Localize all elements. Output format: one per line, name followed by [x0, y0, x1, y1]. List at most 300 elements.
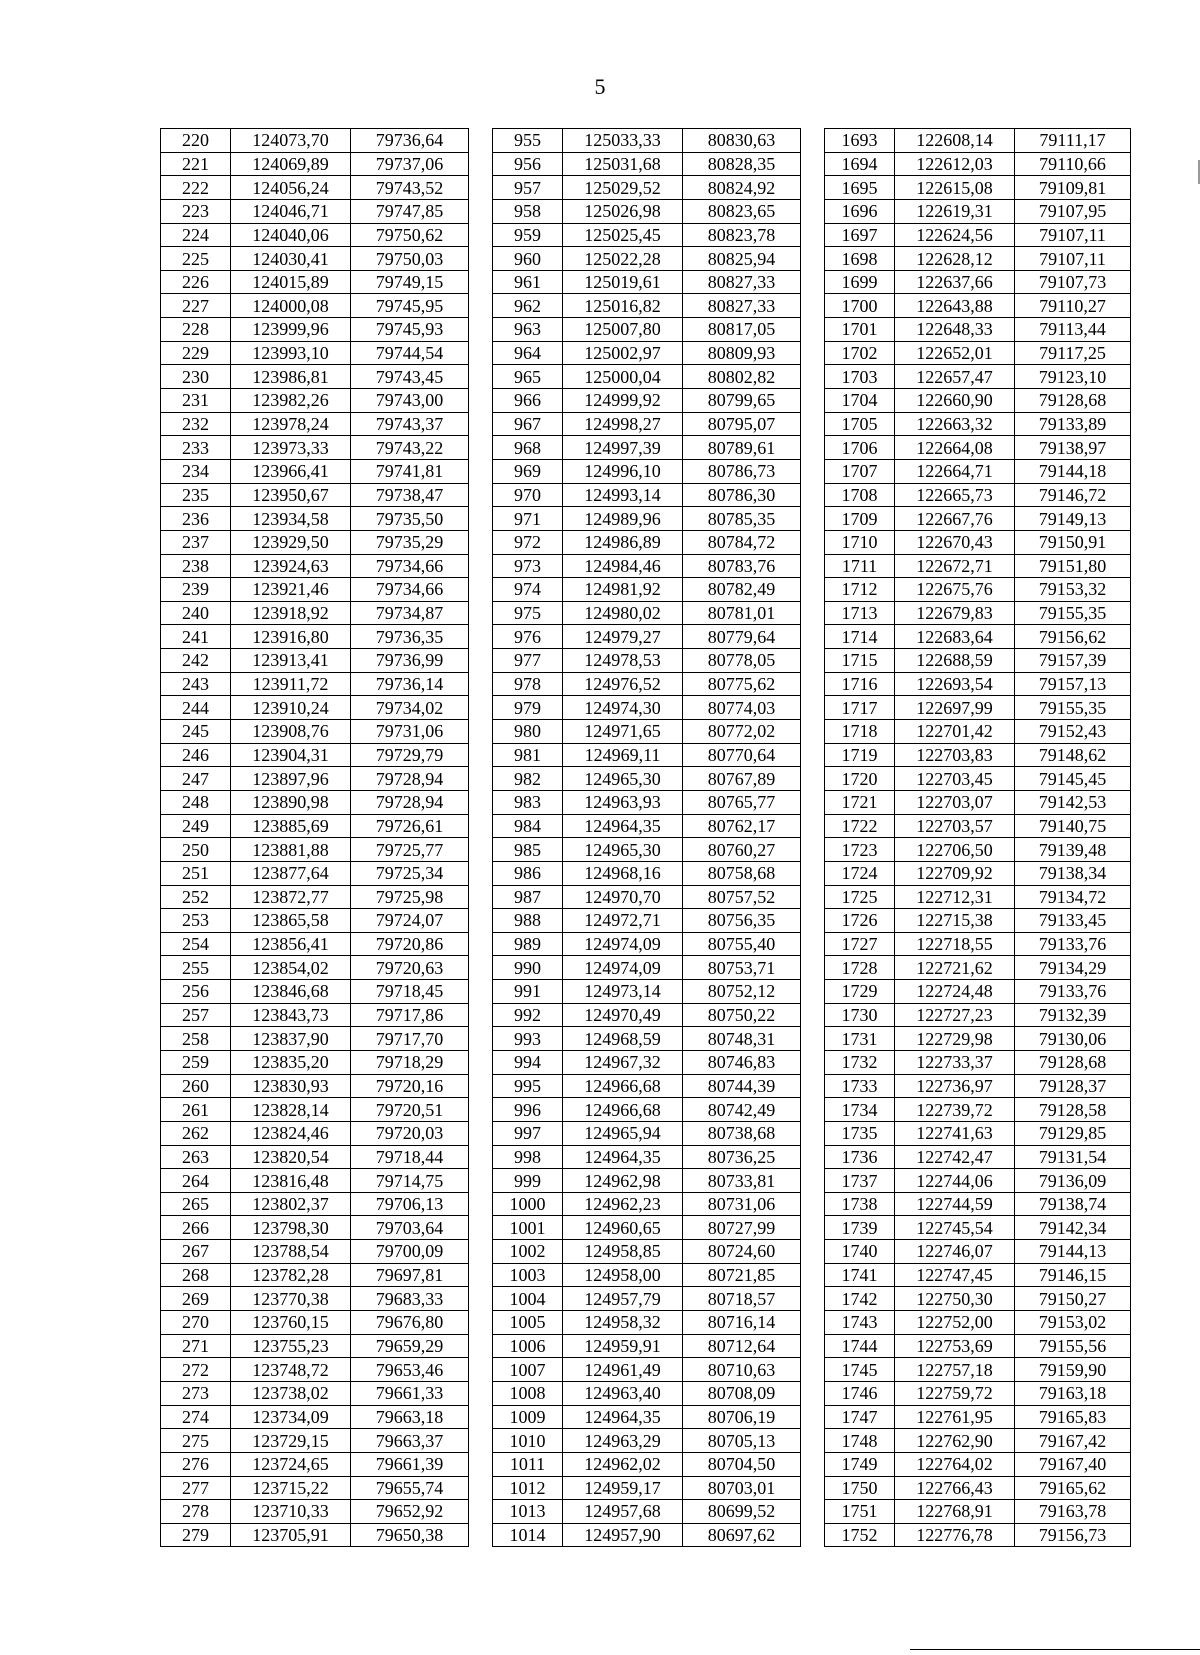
y-coordinate-cell: 79738,47 [351, 483, 469, 507]
y-coordinate-cell: 80742,49 [683, 1098, 801, 1122]
point-number-cell: 1725 [825, 885, 895, 909]
x-coordinate-cell: 124962,98 [563, 1169, 683, 1193]
point-number-cell: 1005 [493, 1311, 563, 1335]
table-row [161, 1003, 1131, 1027]
point-number-cell: 248 [161, 790, 231, 814]
point-number-cell: 273 [161, 1381, 231, 1405]
table-row [161, 980, 1131, 1004]
bottom-rule [910, 1649, 1200, 1650]
group-separator [801, 1523, 825, 1547]
point-number-cell: 268 [161, 1263, 231, 1287]
group-separator [469, 1027, 493, 1051]
point-number-cell: 1716 [825, 672, 895, 696]
point-number-cell: 1701 [825, 318, 895, 342]
y-coordinate-cell: 80786,30 [683, 483, 801, 507]
y-coordinate-cell: 79111,17 [1015, 129, 1131, 153]
point-number-cell: 254 [161, 932, 231, 956]
y-coordinate-cell: 80784,72 [683, 530, 801, 554]
x-coordinate-cell: 124961,49 [563, 1358, 683, 1382]
group-separator [469, 625, 493, 649]
x-coordinate-cell: 122703,07 [895, 790, 1015, 814]
y-coordinate-cell: 80738,68 [683, 1121, 801, 1145]
y-coordinate-cell: 79153,32 [1015, 578, 1131, 602]
x-coordinate-cell: 124966,68 [563, 1074, 683, 1098]
y-coordinate-cell: 80802,82 [683, 365, 801, 389]
y-coordinate-cell: 79153,02 [1015, 1311, 1131, 1335]
x-coordinate-cell: 124000,08 [231, 294, 351, 318]
y-coordinate-cell: 80712,64 [683, 1334, 801, 1358]
table-row [161, 720, 1131, 744]
group-separator [469, 814, 493, 838]
point-number-cell: 266 [161, 1216, 231, 1240]
point-number-cell: 1009 [493, 1405, 563, 1429]
group-separator [469, 176, 493, 200]
table-row [161, 129, 1131, 153]
y-coordinate-cell: 79134,29 [1015, 956, 1131, 980]
x-coordinate-cell: 122697,99 [895, 696, 1015, 720]
point-number-cell: 1747 [825, 1405, 895, 1429]
point-number-cell: 983 [493, 790, 563, 814]
y-coordinate-cell: 79146,72 [1015, 483, 1131, 507]
y-coordinate-cell: 80710,63 [683, 1358, 801, 1382]
y-coordinate-cell: 79653,46 [351, 1358, 469, 1382]
y-coordinate-cell: 79167,40 [1015, 1452, 1131, 1476]
y-coordinate-cell: 79736,35 [351, 625, 469, 649]
table-row [161, 176, 1131, 200]
group-separator [469, 790, 493, 814]
x-coordinate-cell: 123904,31 [231, 743, 351, 767]
y-coordinate-cell: 79133,89 [1015, 412, 1131, 436]
group-separator [801, 1216, 825, 1240]
y-coordinate-cell: 80824,92 [683, 176, 801, 200]
point-number-cell: 1731 [825, 1027, 895, 1051]
y-coordinate-cell: 80736,25 [683, 1145, 801, 1169]
group-separator [801, 1429, 825, 1453]
y-coordinate-cell: 80799,65 [683, 389, 801, 413]
y-coordinate-cell: 79745,93 [351, 318, 469, 342]
y-coordinate-cell: 80731,06 [683, 1192, 801, 1216]
group-separator [801, 223, 825, 247]
group-separator [801, 1263, 825, 1287]
y-coordinate-cell: 79718,44 [351, 1145, 469, 1169]
y-coordinate-cell: 79142,53 [1015, 790, 1131, 814]
x-coordinate-cell: 123986,81 [231, 365, 351, 389]
x-coordinate-cell: 125033,33 [563, 129, 683, 153]
point-number-cell: 1722 [825, 814, 895, 838]
table-row [161, 1050, 1131, 1074]
x-coordinate-cell: 123724,65 [231, 1452, 351, 1476]
point-number-cell: 228 [161, 318, 231, 342]
table-row [161, 1098, 1131, 1122]
group-separator [801, 909, 825, 933]
y-coordinate-cell: 79131,54 [1015, 1145, 1131, 1169]
x-coordinate-cell: 124963,93 [563, 790, 683, 814]
table-row [161, 341, 1131, 365]
point-number-cell: 972 [493, 530, 563, 554]
table-row [161, 1263, 1131, 1287]
x-coordinate-cell: 123830,93 [231, 1074, 351, 1098]
y-coordinate-cell: 79107,11 [1015, 223, 1131, 247]
x-coordinate-cell: 122672,71 [895, 554, 1015, 578]
y-coordinate-cell: 80767,89 [683, 767, 801, 791]
point-number-cell: 255 [161, 956, 231, 980]
y-coordinate-cell: 79148,62 [1015, 743, 1131, 767]
y-coordinate-cell: 79156,62 [1015, 625, 1131, 649]
point-number-cell: 220 [161, 129, 231, 153]
x-coordinate-cell: 124046,71 [231, 199, 351, 223]
group-separator [801, 1050, 825, 1074]
group-separator [801, 270, 825, 294]
point-number-cell: 966 [493, 389, 563, 413]
point-number-cell: 256 [161, 980, 231, 1004]
point-number-cell: 1013 [493, 1500, 563, 1524]
y-coordinate-cell: 80823,65 [683, 199, 801, 223]
group-separator [469, 909, 493, 933]
group-separator [801, 814, 825, 838]
point-number-cell: 1748 [825, 1429, 895, 1453]
x-coordinate-cell: 122761,95 [895, 1405, 1015, 1429]
y-coordinate-cell: 80775,62 [683, 672, 801, 696]
y-coordinate-cell: 79155,35 [1015, 601, 1131, 625]
y-coordinate-cell: 80817,05 [683, 318, 801, 342]
table-row [161, 152, 1131, 176]
y-coordinate-cell: 79655,74 [351, 1476, 469, 1500]
y-coordinate-cell: 79128,37 [1015, 1074, 1131, 1098]
y-coordinate-cell: 79663,37 [351, 1429, 469, 1453]
x-coordinate-cell: 122741,63 [895, 1121, 1015, 1145]
x-coordinate-cell: 122663,32 [895, 412, 1015, 436]
point-number-cell: 263 [161, 1145, 231, 1169]
point-number-cell: 1717 [825, 696, 895, 720]
x-coordinate-cell: 124974,09 [563, 932, 683, 956]
y-coordinate-cell: 79107,95 [1015, 199, 1131, 223]
point-number-cell: 245 [161, 720, 231, 744]
point-number-cell: 1709 [825, 507, 895, 531]
y-coordinate-cell: 79700,09 [351, 1240, 469, 1264]
y-coordinate-cell: 79650,38 [351, 1523, 469, 1547]
point-number-cell: 262 [161, 1121, 231, 1145]
point-number-cell: 224 [161, 223, 231, 247]
point-number-cell: 1694 [825, 152, 895, 176]
x-coordinate-cell: 122753,69 [895, 1334, 1015, 1358]
group-separator [469, 1287, 493, 1311]
x-coordinate-cell: 124979,27 [563, 625, 683, 649]
y-coordinate-cell: 79159,90 [1015, 1358, 1131, 1382]
x-coordinate-cell: 124974,30 [563, 696, 683, 720]
group-separator [469, 247, 493, 271]
point-number-cell: 984 [493, 814, 563, 838]
y-coordinate-cell: 79157,13 [1015, 672, 1131, 696]
point-number-cell: 275 [161, 1429, 231, 1453]
point-number-cell: 1736 [825, 1145, 895, 1169]
point-number-cell: 1729 [825, 980, 895, 1004]
y-coordinate-cell: 80827,33 [683, 294, 801, 318]
point-number-cell: 231 [161, 389, 231, 413]
group-separator [801, 483, 825, 507]
point-number-cell: 1723 [825, 838, 895, 862]
group-separator [469, 838, 493, 862]
group-separator [801, 720, 825, 744]
x-coordinate-cell: 124967,32 [563, 1050, 683, 1074]
y-coordinate-cell: 80828,35 [683, 152, 801, 176]
group-separator [469, 932, 493, 956]
y-coordinate-cell: 80699,52 [683, 1500, 801, 1524]
group-separator [801, 1287, 825, 1311]
group-separator [469, 1334, 493, 1358]
point-number-cell: 1741 [825, 1263, 895, 1287]
y-coordinate-cell: 79155,56 [1015, 1334, 1131, 1358]
x-coordinate-cell: 124964,35 [563, 1145, 683, 1169]
x-coordinate-cell: 122729,98 [895, 1027, 1015, 1051]
x-coordinate-cell: 124958,00 [563, 1263, 683, 1287]
y-coordinate-cell: 79718,45 [351, 980, 469, 1004]
y-coordinate-cell: 79728,94 [351, 790, 469, 814]
table-row [161, 1027, 1131, 1051]
y-coordinate-cell: 79146,15 [1015, 1263, 1131, 1287]
y-coordinate-cell: 79134,72 [1015, 885, 1131, 909]
y-coordinate-cell: 79736,99 [351, 649, 469, 673]
x-coordinate-cell: 123782,28 [231, 1263, 351, 1287]
y-coordinate-cell: 80789,61 [683, 436, 801, 460]
point-number-cell: 1708 [825, 483, 895, 507]
x-coordinate-cell: 124970,49 [563, 1003, 683, 1027]
table-row [161, 1240, 1131, 1264]
point-number-cell: 996 [493, 1098, 563, 1122]
y-coordinate-cell: 79128,58 [1015, 1098, 1131, 1122]
y-coordinate-cell: 80746,83 [683, 1050, 801, 1074]
x-coordinate-cell: 122747,45 [895, 1263, 1015, 1287]
y-coordinate-cell: 79110,66 [1015, 152, 1131, 176]
group-separator [801, 1169, 825, 1193]
page-number: 5 [594, 74, 606, 99]
table-row [161, 199, 1131, 223]
point-number-cell: 270 [161, 1311, 231, 1335]
y-coordinate-cell: 79123,10 [1015, 365, 1131, 389]
y-coordinate-cell: 79152,43 [1015, 720, 1131, 744]
group-separator [801, 1311, 825, 1335]
x-coordinate-cell: 123916,80 [231, 625, 351, 649]
y-coordinate-cell: 80705,13 [683, 1429, 801, 1453]
table-row [161, 412, 1131, 436]
group-separator [469, 1169, 493, 1193]
x-coordinate-cell: 124976,52 [563, 672, 683, 696]
point-number-cell: 997 [493, 1121, 563, 1145]
point-number-cell: 1746 [825, 1381, 895, 1405]
point-number-cell: 980 [493, 720, 563, 744]
x-coordinate-cell: 122679,83 [895, 601, 1015, 625]
x-coordinate-cell: 122776,78 [895, 1523, 1015, 1547]
group-separator [801, 294, 825, 318]
x-coordinate-cell: 124962,23 [563, 1192, 683, 1216]
table-row [161, 1334, 1131, 1358]
group-separator [801, 1452, 825, 1476]
x-coordinate-cell: 122637,66 [895, 270, 1015, 294]
group-separator [469, 1121, 493, 1145]
point-number-cell: 274 [161, 1405, 231, 1429]
y-coordinate-cell: 79749,15 [351, 270, 469, 294]
point-number-cell: 1710 [825, 530, 895, 554]
x-coordinate-cell: 123729,15 [231, 1429, 351, 1453]
y-coordinate-cell: 79130,06 [1015, 1027, 1131, 1051]
table-row [161, 554, 1131, 578]
point-number-cell: 988 [493, 909, 563, 933]
group-separator [469, 1311, 493, 1335]
table-row [161, 1358, 1131, 1382]
group-separator [469, 696, 493, 720]
x-coordinate-cell: 124972,71 [563, 909, 683, 933]
x-coordinate-cell: 124957,90 [563, 1523, 683, 1547]
point-number-cell: 267 [161, 1240, 231, 1264]
group-separator [469, 341, 493, 365]
x-coordinate-cell: 123835,20 [231, 1050, 351, 1074]
x-coordinate-cell: 122657,47 [895, 365, 1015, 389]
x-coordinate-cell: 124965,30 [563, 767, 683, 791]
x-coordinate-cell: 123837,90 [231, 1027, 351, 1051]
x-coordinate-cell: 124073,70 [231, 129, 351, 153]
y-coordinate-cell: 79745,95 [351, 294, 469, 318]
y-coordinate-cell: 80795,07 [683, 412, 801, 436]
y-coordinate-cell: 80827,33 [683, 270, 801, 294]
x-coordinate-cell: 124980,02 [563, 601, 683, 625]
y-coordinate-cell: 79737,06 [351, 152, 469, 176]
x-coordinate-cell: 122766,43 [895, 1476, 1015, 1500]
y-coordinate-cell: 80765,77 [683, 790, 801, 814]
x-coordinate-cell: 122712,31 [895, 885, 1015, 909]
x-coordinate-cell: 124996,10 [563, 459, 683, 483]
x-coordinate-cell: 123877,64 [231, 861, 351, 885]
group-separator [469, 554, 493, 578]
x-coordinate-cell: 122742,47 [895, 1145, 1015, 1169]
point-number-cell: 233 [161, 436, 231, 460]
point-number-cell: 1750 [825, 1476, 895, 1500]
x-coordinate-cell: 122628,12 [895, 247, 1015, 271]
table-row [161, 672, 1131, 696]
y-coordinate-cell: 80782,49 [683, 578, 801, 602]
point-number-cell: 995 [493, 1074, 563, 1098]
y-coordinate-cell: 79156,73 [1015, 1523, 1131, 1547]
x-coordinate-cell: 122762,90 [895, 1429, 1015, 1453]
group-separator [469, 1003, 493, 1027]
point-number-cell: 252 [161, 885, 231, 909]
x-coordinate-cell: 123999,96 [231, 318, 351, 342]
group-separator [469, 1074, 493, 1098]
y-coordinate-cell: 79132,39 [1015, 1003, 1131, 1027]
group-separator [801, 129, 825, 153]
y-coordinate-cell: 80744,39 [683, 1074, 801, 1098]
x-coordinate-cell: 123921,46 [231, 578, 351, 602]
group-separator [801, 389, 825, 413]
point-number-cell: 1726 [825, 909, 895, 933]
x-coordinate-cell: 123748,72 [231, 1358, 351, 1382]
point-number-cell: 264 [161, 1169, 231, 1193]
y-coordinate-cell: 79720,16 [351, 1074, 469, 1098]
x-coordinate-cell: 125025,45 [563, 223, 683, 247]
y-coordinate-cell: 79117,25 [1015, 341, 1131, 365]
y-coordinate-cell: 79155,35 [1015, 696, 1131, 720]
table-row [161, 1500, 1131, 1524]
x-coordinate-cell: 124957,79 [563, 1287, 683, 1311]
group-separator [469, 483, 493, 507]
point-number-cell: 1724 [825, 861, 895, 885]
table-row [161, 318, 1131, 342]
x-coordinate-cell: 123924,63 [231, 554, 351, 578]
x-coordinate-cell: 123710,33 [231, 1500, 351, 1524]
point-number-cell: 1007 [493, 1358, 563, 1382]
y-coordinate-cell: 79750,03 [351, 247, 469, 271]
table-row [161, 1169, 1131, 1193]
y-coordinate-cell: 80727,99 [683, 1216, 801, 1240]
y-coordinate-cell: 79731,06 [351, 720, 469, 744]
point-number-cell: 1737 [825, 1169, 895, 1193]
x-coordinate-cell: 122733,37 [895, 1050, 1015, 1074]
y-coordinate-cell: 80760,27 [683, 838, 801, 862]
y-coordinate-cell: 79142,34 [1015, 1216, 1131, 1240]
x-coordinate-cell: 124964,35 [563, 814, 683, 838]
point-number-cell: 1727 [825, 932, 895, 956]
x-coordinate-cell: 124998,27 [563, 412, 683, 436]
point-number-cell: 1000 [493, 1192, 563, 1216]
x-coordinate-cell: 122718,55 [895, 932, 1015, 956]
point-number-cell: 1732 [825, 1050, 895, 1074]
group-separator [469, 885, 493, 909]
y-coordinate-cell: 79150,27 [1015, 1287, 1131, 1311]
y-coordinate-cell: 80708,09 [683, 1381, 801, 1405]
table-row [161, 223, 1131, 247]
point-number-cell: 991 [493, 980, 563, 1004]
point-number-cell: 1745 [825, 1358, 895, 1382]
x-coordinate-cell: 123950,67 [231, 483, 351, 507]
x-coordinate-cell: 123856,41 [231, 932, 351, 956]
x-coordinate-cell: 123705,91 [231, 1523, 351, 1547]
table-row [161, 1287, 1131, 1311]
y-coordinate-cell: 79734,66 [351, 578, 469, 602]
group-separator [469, 861, 493, 885]
y-coordinate-cell: 79149,13 [1015, 507, 1131, 531]
x-coordinate-cell: 123846,68 [231, 980, 351, 1004]
x-coordinate-cell: 122757,18 [895, 1358, 1015, 1382]
point-number-cell: 225 [161, 247, 231, 271]
x-coordinate-cell: 124030,41 [231, 247, 351, 271]
point-number-cell: 1719 [825, 743, 895, 767]
point-number-cell: 271 [161, 1334, 231, 1358]
x-coordinate-cell: 122744,59 [895, 1192, 1015, 1216]
group-separator [801, 436, 825, 460]
x-coordinate-cell: 124966,68 [563, 1098, 683, 1122]
group-separator [801, 554, 825, 578]
point-number-cell: 1696 [825, 199, 895, 223]
point-number-cell: 1752 [825, 1523, 895, 1547]
coordinates-table-body [161, 129, 1131, 1547]
point-number-cell: 974 [493, 578, 563, 602]
point-number-cell: 977 [493, 649, 563, 673]
point-number-cell: 1693 [825, 129, 895, 153]
point-number-cell: 1704 [825, 389, 895, 413]
x-coordinate-cell: 124968,59 [563, 1027, 683, 1051]
y-coordinate-cell: 79734,66 [351, 554, 469, 578]
group-separator [469, 1263, 493, 1287]
table-row [161, 530, 1131, 554]
point-number-cell: 1713 [825, 601, 895, 625]
table-row [161, 1216, 1131, 1240]
group-separator [801, 1121, 825, 1145]
x-coordinate-cell: 122660,90 [895, 389, 1015, 413]
point-number-cell: 975 [493, 601, 563, 625]
x-coordinate-cell: 123788,54 [231, 1240, 351, 1264]
x-coordinate-cell: 124959,17 [563, 1476, 683, 1500]
x-coordinate-cell: 123715,22 [231, 1476, 351, 1500]
x-coordinate-cell: 123872,77 [231, 885, 351, 909]
group-separator [469, 294, 493, 318]
